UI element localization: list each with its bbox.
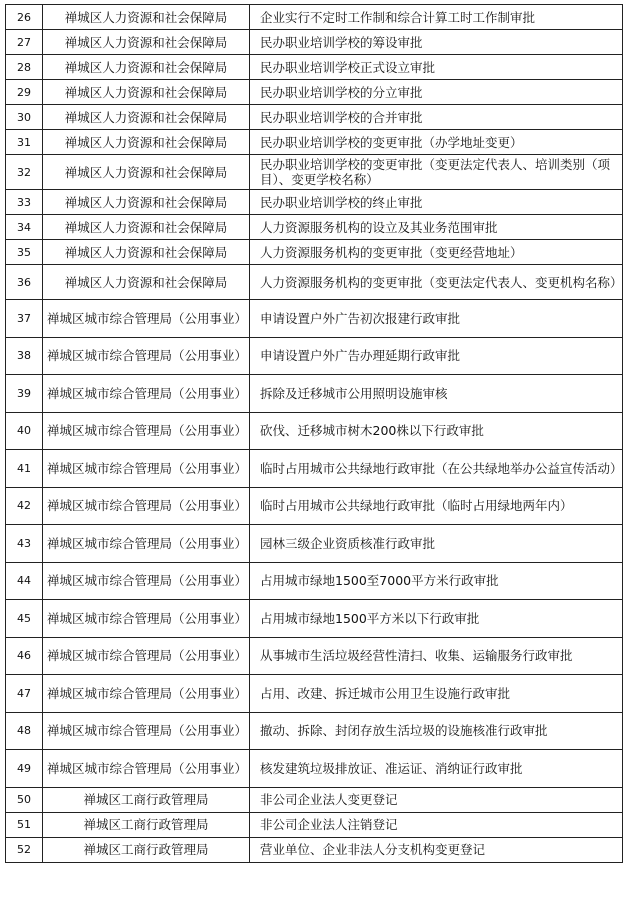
approval-item-cell: 申请设置户外广告初次报建行政审批 <box>250 300 623 338</box>
table-row <box>6 600 623 638</box>
department-cell: 禅城区工商行政管理局 <box>43 787 250 812</box>
row-number: 37 <box>6 300 43 338</box>
table-row <box>6 787 623 812</box>
department-cell: 禅城区城市综合管理局（公用事业） <box>43 450 250 488</box>
department-cell: 禅城区城市综合管理局（公用事业） <box>43 525 250 563</box>
approval-item-cell: 核发建筑垃圾排放证、准运证、消纳证行政审批 <box>250 750 623 788</box>
row-number: 34 <box>6 215 43 240</box>
department-cell: 禅城区人力资源和社会保障局 <box>43 105 250 130</box>
row-number: 46 <box>6 637 43 675</box>
table-row <box>6 80 623 105</box>
table-row <box>6 55 623 80</box>
table-row <box>6 562 623 600</box>
row-number: 36 <box>6 265 43 300</box>
table-row <box>6 30 623 55</box>
approval-item-cell: 民办职业培训学校的变更审批（变更法定代表人、培训类别（项目）、变更学校名称） <box>250 155 623 190</box>
department-cell: 禅城区人力资源和社会保障局 <box>43 30 250 55</box>
row-number: 30 <box>6 105 43 130</box>
row-number: 35 <box>6 240 43 265</box>
approval-item-cell: 人力资源服务机构的设立及其业务范围审批 <box>250 215 623 240</box>
row-number: 48 <box>6 712 43 750</box>
department-cell: 禅城区城市综合管理局（公用事业） <box>43 337 250 375</box>
table-row <box>6 265 623 300</box>
row-number: 33 <box>6 190 43 215</box>
table-body <box>6 5 623 863</box>
approval-item-cell: 占用、改建、拆迁城市公用卫生设施行政审批 <box>250 675 623 713</box>
row-number: 49 <box>6 750 43 788</box>
table-row <box>6 712 623 750</box>
table-row <box>6 190 623 215</box>
table-row <box>6 637 623 675</box>
row-number: 43 <box>6 525 43 563</box>
table-row <box>6 525 623 563</box>
department-cell: 禅城区城市综合管理局（公用事业） <box>43 562 250 600</box>
approval-item-cell: 民办职业培训学校正式设立审批 <box>250 55 623 80</box>
approval-item-cell: 民办职业培训学校的筹设审批 <box>250 30 623 55</box>
department-cell: 禅城区人力资源和社会保障局 <box>43 265 250 300</box>
approval-item-cell: 临时占用城市公共绿地行政审批（临时占用绿地两年内） <box>250 487 623 525</box>
row-number: 39 <box>6 375 43 413</box>
department-cell: 禅城区城市综合管理局（公用事业） <box>43 487 250 525</box>
approval-item-cell: 占用城市绿地1500至7000平方米行政审批 <box>250 562 623 600</box>
approval-item-cell: 非公司企业法人变更登记 <box>250 787 623 812</box>
department-cell: 禅城区城市综合管理局（公用事业） <box>43 750 250 788</box>
table-row <box>6 130 623 155</box>
row-number: 32 <box>6 155 43 190</box>
approval-item-cell: 非公司企业法人注销登记 <box>250 812 623 837</box>
table-row <box>6 837 623 862</box>
row-number: 26 <box>6 5 43 30</box>
approval-item-cell: 砍伐、迁移城市树木200株以下行政审批 <box>250 412 623 450</box>
table-row <box>6 240 623 265</box>
row-number: 45 <box>6 600 43 638</box>
table-row <box>6 5 623 30</box>
approval-items-table <box>5 4 623 863</box>
table-row <box>6 750 623 788</box>
department-cell: 禅城区城市综合管理局（公用事业） <box>43 412 250 450</box>
table-row <box>6 812 623 837</box>
department-cell: 禅城区人力资源和社会保障局 <box>43 215 250 240</box>
table-row <box>6 155 623 190</box>
table-row <box>6 300 623 338</box>
table-row <box>6 215 623 240</box>
department-cell: 禅城区人力资源和社会保障局 <box>43 130 250 155</box>
approval-item-cell: 撤动、拆除、封闭存放生活垃圾的设施核准行政审批 <box>250 712 623 750</box>
department-cell: 禅城区城市综合管理局（公用事业） <box>43 375 250 413</box>
table-row <box>6 412 623 450</box>
approval-item-cell: 申请设置户外广告办理延期行政审批 <box>250 337 623 375</box>
department-cell: 禅城区城市综合管理局（公用事业） <box>43 600 250 638</box>
row-number: 42 <box>6 487 43 525</box>
approval-item-cell: 人力资源服务机构的变更审批（变更法定代表人、变更机构名称） <box>250 265 623 300</box>
row-number: 27 <box>6 30 43 55</box>
approval-item-cell: 占用城市绿地1500平方米以下行政审批 <box>250 600 623 638</box>
row-number: 51 <box>6 812 43 837</box>
department-cell: 禅城区工商行政管理局 <box>43 812 250 837</box>
approval-item-cell: 民办职业培训学校的终止审批 <box>250 190 623 215</box>
row-number: 50 <box>6 787 43 812</box>
approval-item-cell: 临时占用城市公共绿地行政审批（在公共绿地举办公益宣传活动） <box>250 450 623 488</box>
approval-item-cell: 民办职业培训学校的分立审批 <box>250 80 623 105</box>
table-row <box>6 487 623 525</box>
row-number: 28 <box>6 55 43 80</box>
department-cell: 禅城区人力资源和社会保障局 <box>43 80 250 105</box>
department-cell: 禅城区人力资源和社会保障局 <box>43 5 250 30</box>
approval-item-cell: 民办职业培训学校的合并审批 <box>250 105 623 130</box>
row-number: 47 <box>6 675 43 713</box>
row-number: 29 <box>6 80 43 105</box>
table-row <box>6 105 623 130</box>
approval-item-cell: 从事城市生活垃圾经营性清扫、收集、运输服务行政审批 <box>250 637 623 675</box>
table-row <box>6 375 623 413</box>
table-row <box>6 337 623 375</box>
row-number: 52 <box>6 837 43 862</box>
department-cell: 禅城区城市综合管理局（公用事业） <box>43 712 250 750</box>
row-number: 38 <box>6 337 43 375</box>
department-cell: 禅城区城市综合管理局（公用事业） <box>43 300 250 338</box>
table-row <box>6 450 623 488</box>
approval-item-cell: 拆除及迁移城市公用照明设施审核 <box>250 375 623 413</box>
approval-item-cell: 人力资源服务机构的变更审批（变更经营地址） <box>250 240 623 265</box>
row-number: 41 <box>6 450 43 488</box>
table-row <box>6 675 623 713</box>
approval-item-cell: 园林三级企业资质核准行政审批 <box>250 525 623 563</box>
row-number: 44 <box>6 562 43 600</box>
department-cell: 禅城区人力资源和社会保障局 <box>43 155 250 190</box>
row-number: 31 <box>6 130 43 155</box>
department-cell: 禅城区人力资源和社会保障局 <box>43 55 250 80</box>
department-cell: 禅城区人力资源和社会保障局 <box>43 190 250 215</box>
approval-item-cell: 企业实行不定时工作制和综合计算工时工作制审批 <box>250 5 623 30</box>
approval-item-cell: 营业单位、企业非法人分支机构变更登记 <box>250 837 623 862</box>
department-cell: 禅城区城市综合管理局（公用事业） <box>43 675 250 713</box>
row-number: 40 <box>6 412 43 450</box>
department-cell: 禅城区工商行政管理局 <box>43 837 250 862</box>
department-cell: 禅城区人力资源和社会保障局 <box>43 240 250 265</box>
department-cell: 禅城区城市综合管理局（公用事业） <box>43 637 250 675</box>
approval-item-cell: 民办职业培训学校的变更审批（办学地址变更） <box>250 130 623 155</box>
